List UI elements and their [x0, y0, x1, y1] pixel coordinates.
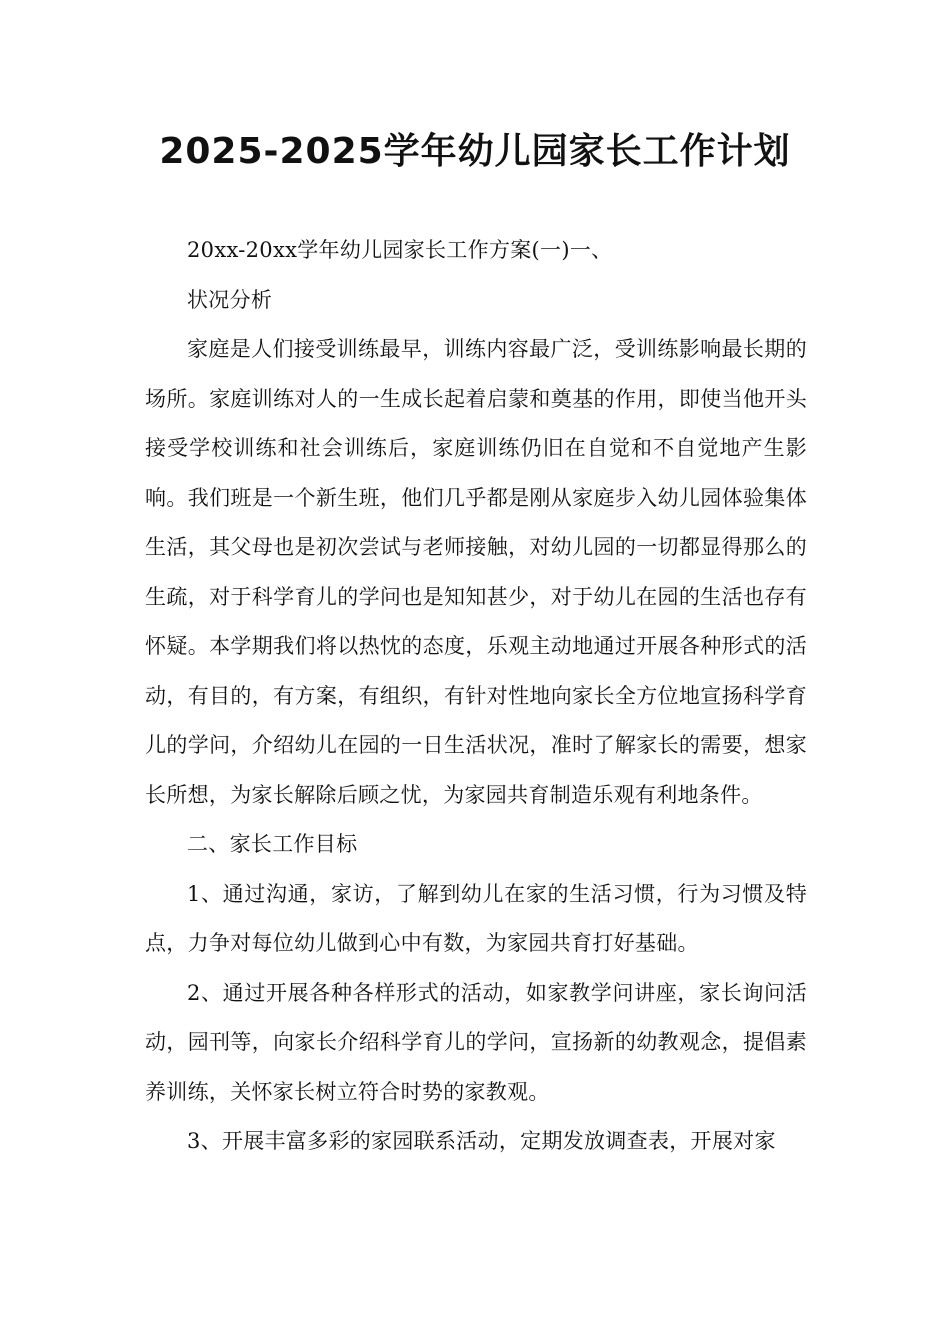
paragraph-situation-analysis: 状况分析 [187, 287, 273, 312]
paragraph-goals-heading: 二、家长工作目标 [187, 832, 358, 856]
paragraph-goal-1: 1、通过沟通，家访，了解到幼儿在家的生活习惯，行为习惯及特点，力争对每位幼儿做到心中有数，为家园共育打好基础。 [145, 881, 807, 955]
document-title: 2025-2025学年幼儿园家长工作计划 [159, 131, 791, 172]
document-body [145, 226, 807, 1167]
paragraph-goal-2: 2、通过开展各种各样形式的活动，如家教学问讲座，家长询问活动，园刊等，向家长介绍科学育儿的学问，宣扬新的幼教观念，提倡素养训练，关怀家长树立符合时势的家教观。 [145, 980, 807, 1104]
paragraph-plan-heading: 20xx-20xx学年幼儿园家长工作方案(一)一、 [187, 238, 613, 262]
paragraph-goal-3: 3、开展丰富多彩的家园联系活动，定期发放调查表，开展对家 [187, 1129, 776, 1153]
paragraph-family-education: 家庭是人们接受训练最早，训练内容最广泛，受训练影响最长期的场所。家庭训练对人的一生成长起着启蒙和奠基的作用，即使当他开头接受学校训练和社会训练后，家庭训练仍旧在自觉和不自觉地产生影响。我们班是一个新生班，他们几乎都是刚从家庭步入幼儿园体验集体生活，其父母也是初次尝试与老师接触，对幼儿园的一切都显得那么的生疏，对于科学育儿的学问也是知知甚少，对于幼儿在园的生活也存有怀疑。本学期我们将以热忱的态度，乐观主动地通过开展各种形式的活动，有目的，有方案，有组织，有针对性地向家长全方位地宣扬科学育儿的学问，介绍幼儿在园的一日生活状况，准时了解家长的需要，想家长所想，为家长解除后顾之忧，为家园共育制造乐观有利地条件。 [145, 337, 807, 807]
